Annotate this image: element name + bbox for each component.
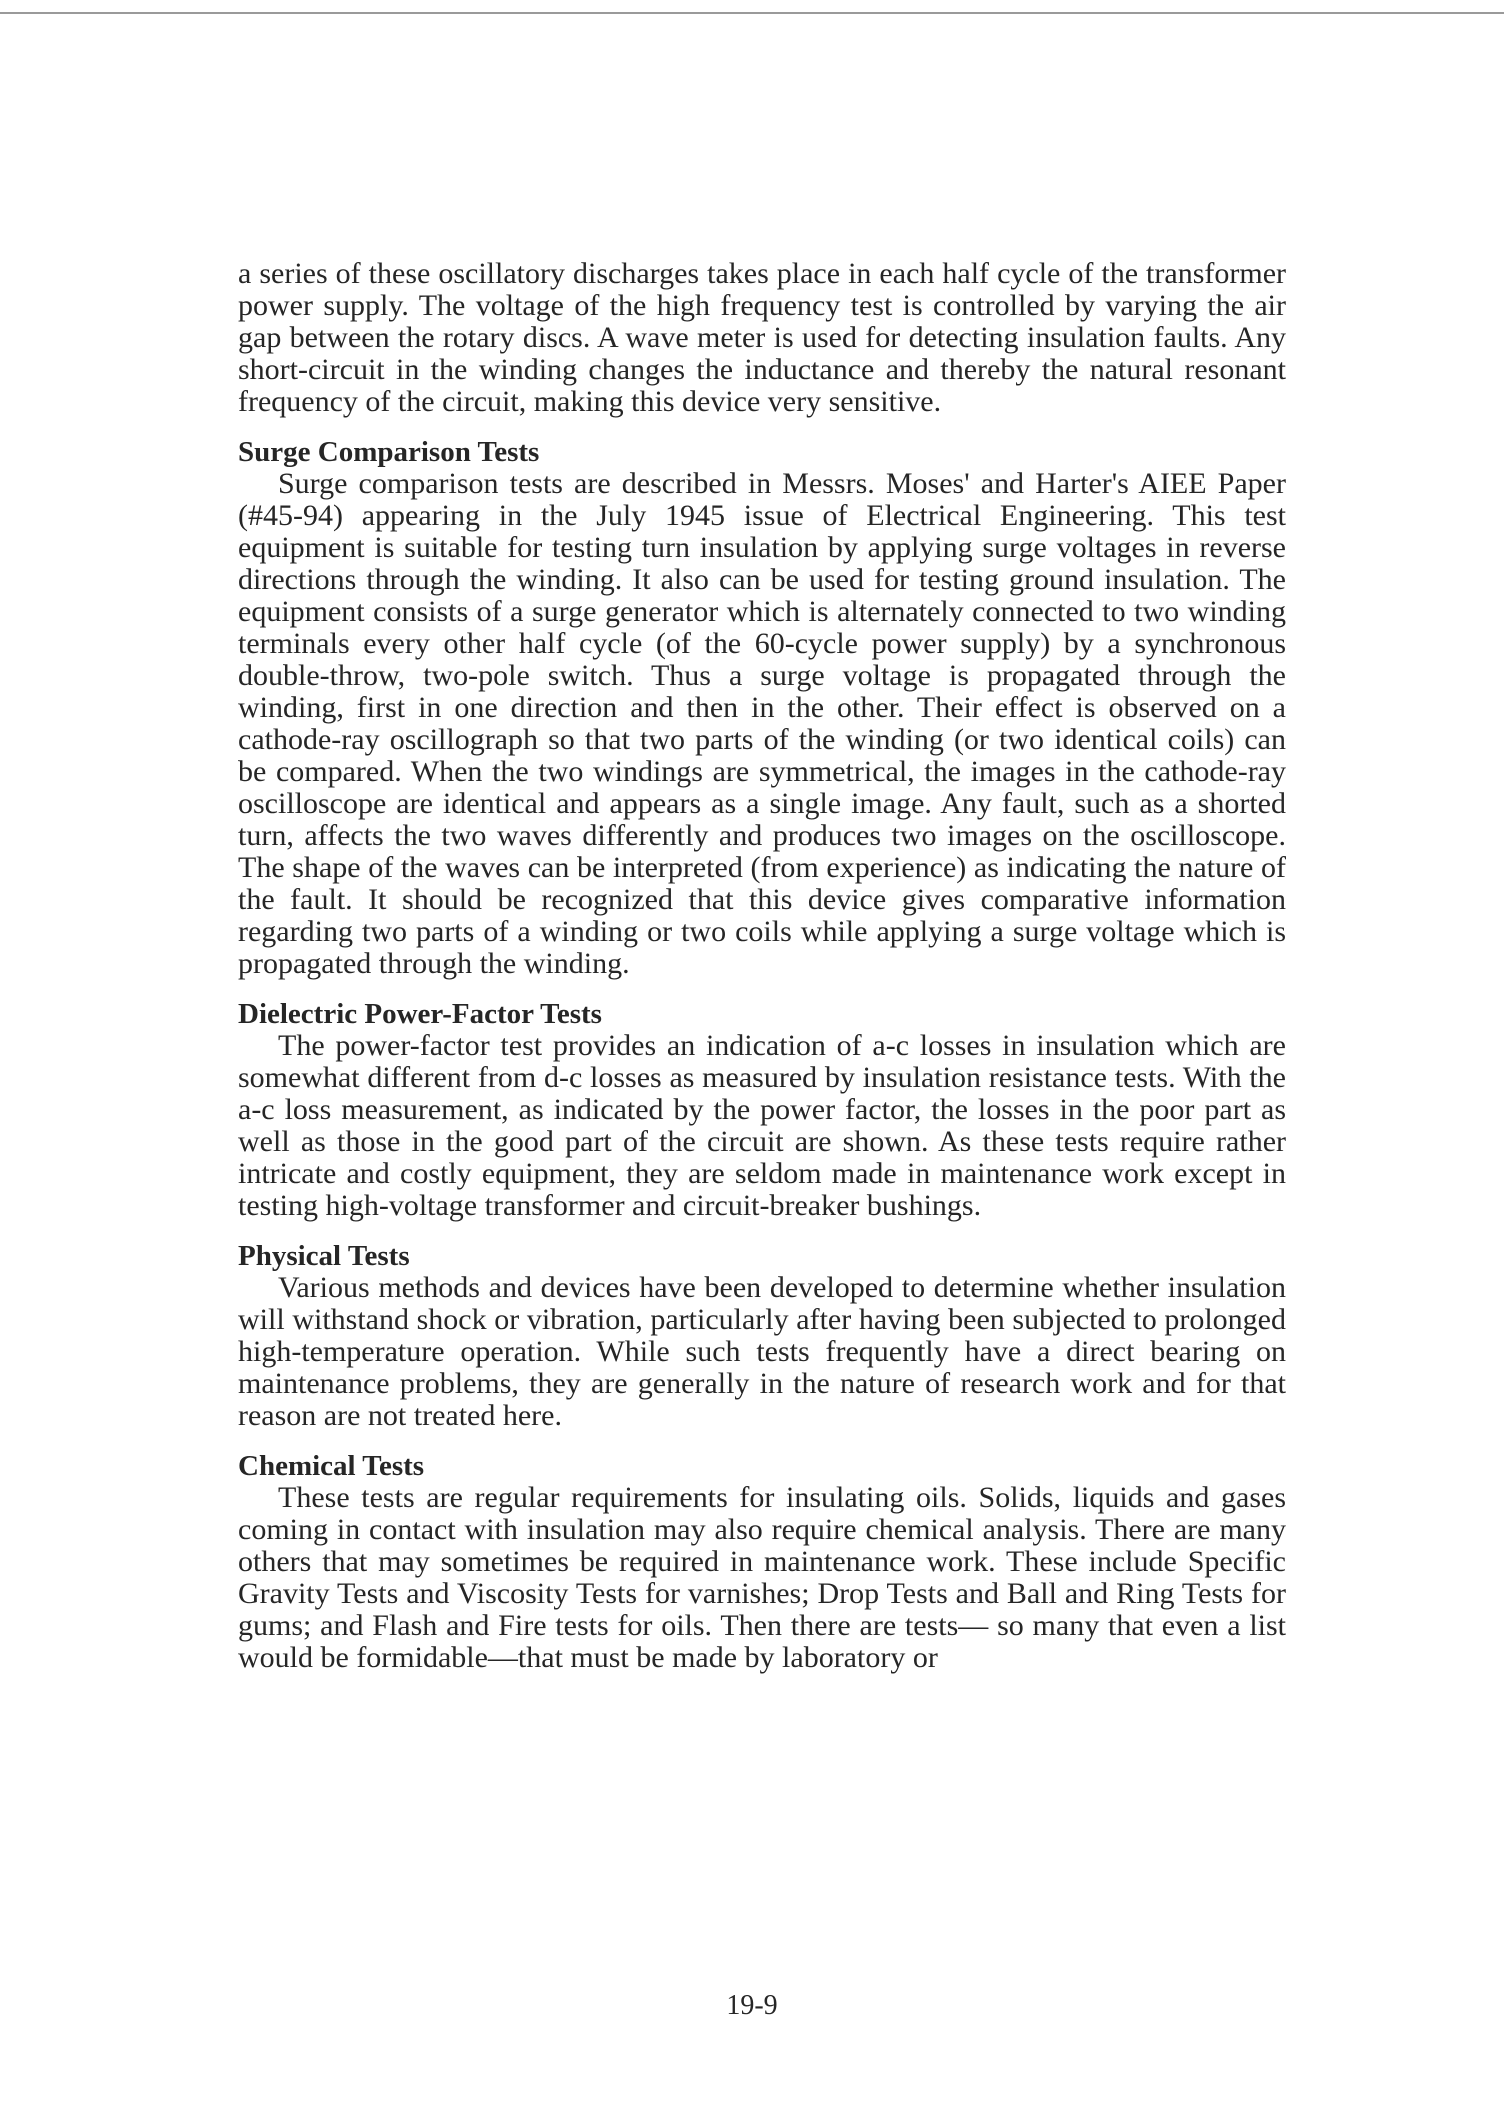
page-body: [238, 258, 1286, 1674]
section-heading: Surge Comparison Tests: [238, 436, 540, 468]
section-paragraph: These tests are regular requirements for insulating oils. Solids, liquids and gases coming in contact with insulation may also require chemical analysis. There are many others that may sometimes be required in maintenance work. These include Specific Gravity Tests and Viscosity Tests for varnishes; Drop Tests and Ball and Ring Tests for gums; and Flash and Fire tests for oils. Then there are tests— so many that even a list would be formidable—that must be made by laboratory or: [238, 1481, 1286, 1674]
page-number: 19-9: [726, 1990, 778, 2021]
section-physical-tests: [238, 1240, 1286, 1432]
section-heading: Dielectric Power-Factor Tests: [238, 998, 602, 1030]
top-edge-rule: [0, 12, 1504, 14]
section-heading: Chemical Tests: [238, 1450, 425, 1482]
section-chemical-tests: [238, 1450, 1286, 1674]
section-surge-comparison: [238, 436, 1286, 980]
section-dielectric-power-factor: [238, 998, 1286, 1222]
section-paragraph: The power-factor test provides an indication of a-c losses in insulation which are somewhat different from d-c losses as measured by insulation resistance tests. With the a-c loss measurement, as indicated by the power factor, the losses in the poor part as well as those in the good part of the circuit are shown. As these tests require rather intricate and costly equipment, they are seldom made in maintenance work except in testing high-voltage transformer and circuit-breaker bushings.: [238, 1029, 1286, 1222]
intro-paragraph: a series of these oscillatory discharges takes place in each half cycle of the transformer power supply. The voltage of the high frequency test is controlled by varying the air gap between the rotary discs. A wave meter is used for detecting insulation faults. Any short-circuit in the winding changes the inductance and thereby the natural resonant frequency of the circuit, making this device very sensitive.: [238, 257, 1286, 418]
section-paragraph: Surge comparison tests are described in Messrs. Moses' and Harter's AIEE Paper (#45-94) appearing in the July 1945 issue of Electrical Engineering. This test equipment is suitable for testing turn insulation by applying surge voltages in reverse directions through the winding. It also can be used for testing ground insulation. The equipment consists of a surge generator which is alternately connected to two winding terminals every other half cycle (of the 60-cycle power supply) by a synchronous double-throw, two-pole switch. Thus a surge voltage is propagated through the winding, first in one direction and then in the other. Their effect is observed on a cathode-ray oscillograph so that two parts of the winding (or two identical coils) can be compared. When the two windings are symmetrical, the images in the cathode-ray oscilloscope are identical and appears as a single image. Any fault, such as a shorted turn, affects the two waves differently and produces two images on the oscilloscope. The shape of the waves can be interpreted (from experience) as indicating the nature of the fault. It should be recognized that this device gives comparative information regarding two parts of a winding or two coils while applying a surge voltage which is propagated through the winding.: [238, 467, 1286, 980]
section-heading: Physical Tests: [238, 1240, 410, 1272]
section-paragraph: Various methods and devices have been developed to determine whether insulation will withstand shock or vibration, particularly after having been subjected to prolonged high-temperature operation. While such tests frequently have a direct bearing on maintenance problems, they are generally in the nature of research work and for that reason are not treated here.: [238, 1271, 1286, 1432]
